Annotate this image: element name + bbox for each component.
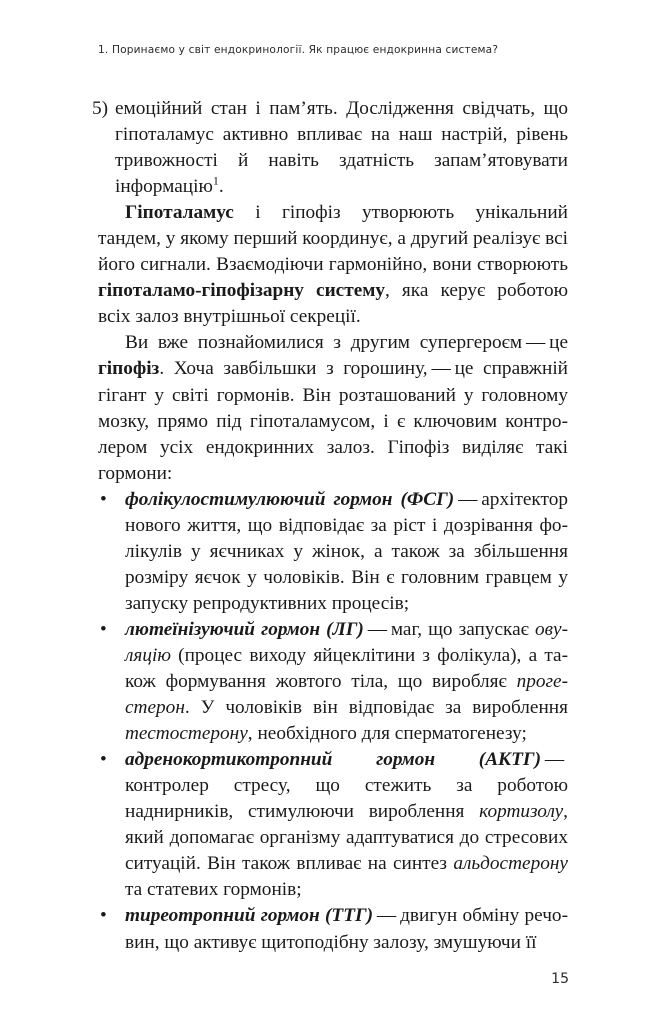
list-marker: 5)	[92, 98, 109, 119]
hormone-term-lh: лютеїнізуючий гормон (ЛГ)	[125, 618, 364, 640]
hormone-term-fsh: фолікулостимулюючий гормон (ФСГ)	[125, 488, 455, 510]
hormone-desc-lh-0: маг, що запускає	[390, 618, 535, 640]
hormone-desc-acth-3: альдостерону	[453, 853, 568, 875]
term-pituitary: гіпофіз	[98, 358, 160, 380]
hormone-desc-acth-0: контролер стресу, що стежить за роботою наднирників, стимулюючи вироблення	[125, 775, 568, 823]
bullet-icon: •	[100, 618, 107, 640]
hormone-desc-fsh-0: архітектор нового життя, що відповідає за ріст і дозрівання фолікулів у яєчниках у жінок, а також за збільшення розміру яєчок у чоловіків. Він є головним гравцем у запуску репродуктивних процесів;	[125, 488, 568, 614]
hormone-term-tsh: тиреотропний гормон (ТТГ)	[125, 905, 374, 927]
running-head: 1. Поринаємо у світ ендокринології. Як працює ендокринна система?	[98, 44, 499, 56]
hormone-desc-acth-2: , який допомагає організму адаптуватися до стресових ситуацій. Він також впливає на синтез	[125, 801, 568, 875]
page-number: 15	[551, 971, 569, 987]
hormone-desc-lh-1: овуляцію	[125, 618, 568, 666]
hormone-item-lh	[98, 617, 568, 747]
page-body	[92, 96, 568, 956]
hormone-list	[98, 487, 568, 956]
footnote-reference[interactable]: 1	[212, 173, 219, 188]
em-dash: —	[454, 488, 482, 510]
paragraph-pituitary	[98, 330, 568, 486]
hormone-desc-lh-2: (процес виходу яйцеклітини з фолікула), а також формування жовтого тіла, що виробляє	[125, 644, 568, 693]
hormone-desc-lh-3: прогестерон	[125, 671, 568, 719]
term-hypothalamus: Гіпоталамус	[125, 202, 234, 224]
term-hypothalamic-pituitary-system: гіпоталамо-гіпофізарну систему	[98, 280, 386, 302]
em-dash: —	[373, 905, 401, 927]
numbered-list	[92, 96, 568, 200]
hormone-desc-acth-1: кортизолу	[479, 801, 564, 823]
hormone-term-acth: адренокортикотропний гормон (АКТГ)	[125, 749, 541, 771]
hormone-item-acth	[98, 747, 568, 903]
hormone-desc-acth-4: та статевих гормонів;	[125, 879, 302, 901]
numbered-list-item-5	[92, 96, 568, 200]
bullet-icon: •	[100, 749, 107, 771]
bullet-icon: •	[100, 488, 107, 510]
hormone-desc-lh-4: . У чоловіків він відповідає за вироблення	[184, 697, 568, 719]
paragraph-hypothalamus	[98, 200, 568, 330]
numbered-item-text: емоційний стан і пам’ять. Дослідження свідчать, що гіпоталамус активно впливає на наш настрій, рівень тривожності й навіть здатність запам’ятовувати інформацію	[115, 98, 568, 198]
bullet-icon: •	[100, 905, 107, 927]
em-dash: —	[540, 749, 568, 771]
paragraph-hypothalamus-run-1: і гіпофіз утворюють унікальний тандем, у якому перший координує, а другий реалізує всі його сигнали. Взаємодіючи гармонійно, вони створюють	[98, 202, 568, 276]
hormone-desc-lh-5: тестостерону	[125, 723, 248, 745]
paragraph-pituitary-run-1: Ви вже познайомилися з другим супергероєм — це	[125, 332, 568, 354]
numbered-item-text-tail: .	[218, 176, 224, 198]
em-dash: —	[363, 618, 391, 640]
paragraph-hypothalamus-run-2: , яка керує роботою всіх залоз внутрішньої секреції.	[98, 280, 568, 328]
hormone-desc-tsh-0: двигун обміну речовин, що активує щитоподібну залозу, змушуючи її	[125, 905, 568, 953]
hormone-desc-lh-6: , необхідного для сперматогенезу;	[247, 723, 527, 745]
hormone-item-tsh	[98, 903, 568, 955]
hormone-item-fsh	[98, 487, 568, 617]
paragraph-pituitary-run-2: . Хоча завбільшки з горошину, — це справжній гігант у світі гормонів. Він розташований у головному мозку, прямо під гіпоталамусом, і є ключовим контролером усіх ендокринних залоз. Гіпофіз виділяє такі гормони:	[98, 358, 568, 484]
